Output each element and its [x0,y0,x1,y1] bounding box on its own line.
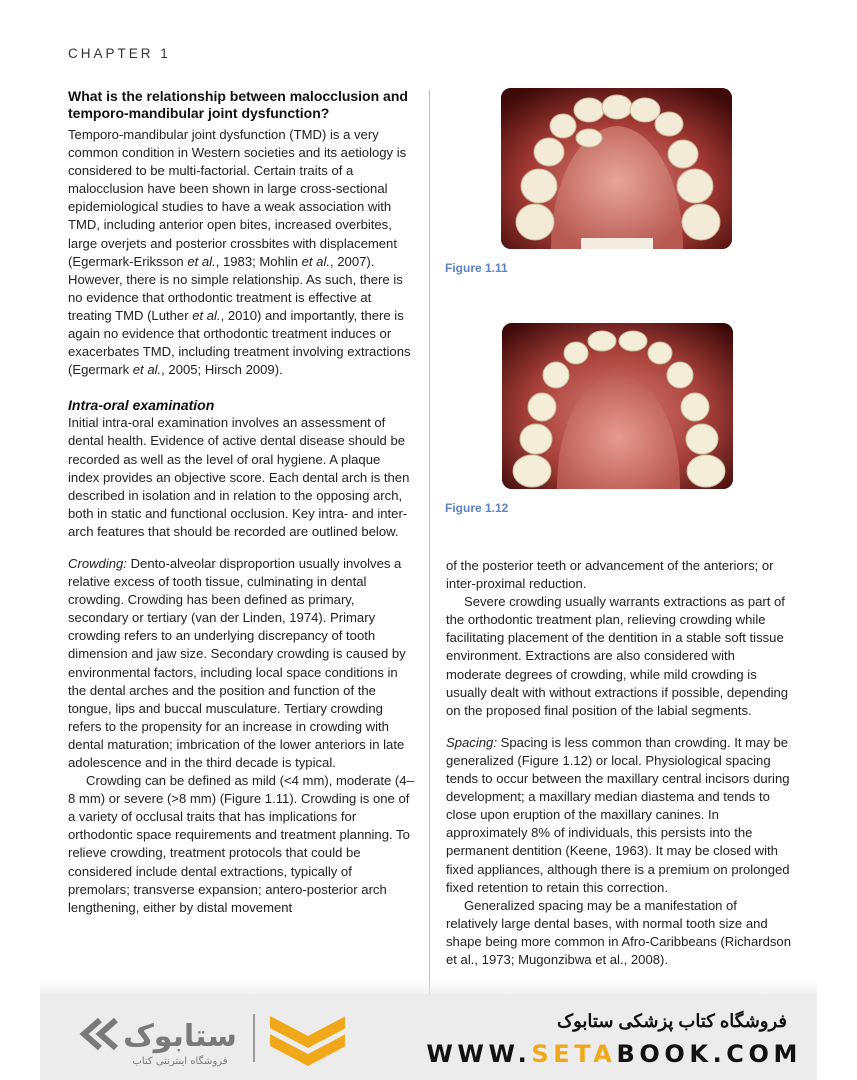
et-al-3: et al. [192,307,221,323]
tmd-text-2: , 1983; Mohlin [215,253,302,269]
logo-tagline: فروشگاه اینترنتی کتاب [132,1056,228,1067]
spacing-paragraph [446,734,792,897]
crowding-continued-paragraph: of the posterior teeth or advancement of the anteriors; or inter-proximal reduction. [446,558,774,592]
et-al-2: et al. [301,253,330,269]
spacing-label: Spacing: [446,734,497,750]
crowding-text: Dento-alveolar disproportion usually involves a relative excess of tooth tissue, culminating in dental crowding. Crowding has been defined as primary, secondary or tertiary (van der Linden, 1974). Primary crowding refers to an underlying discrepancy of tooth dimension and jaw size. Secondary crowding is caused by environmental factors, including local space conditions in the dental arches and the position and function of the tongue, lips and buccal musculature. Tertiary crowding refers to the propensity for an increase in crowding with dental maturation; imbrication of the lower anteriors in late adolescence and in the third decade is typical. [68,555,406,770]
section-heading-tmd: What is the relationship between malocclusion and temporo-mandibular joint dysfunction? [68,88,408,121]
chapter-header: CHAPTER 1 [68,46,171,61]
upper-arch-image [501,88,732,249]
tmd-text-1: Temporo-mandibular joint dysfunction (TMD) is a very common condition in Western societies and its aetiology is considered to be multi-factorial. Certain traits of a malocclusion have been shown in large cross-sectional epidemiological studies to have a weak association with TMD, including anterior open bites, increased overbites, large overjets and posterior crossbites with displacement (Egermark-Eriksson [68,127,407,269]
url-suffix: BOOK.COM [616,1040,802,1068]
right-column-text [446,557,792,969]
tmd-text-5: , 2005; Hirsch 2009). [161,362,283,378]
crowding-paragraph-2: Crowding can be defined as mild (<4 mm), moderate (4–8 mm) or severe (>8 mm) (Figure 1.11). Crowding is one of a variety of occlusal traits that has implications for orthodontic space requirements and treatment planning. To relieve crowding, treatment protocols that could be considered include dental extractions, typically of premolars; transverse expansion; antero-posterior arch lengthening, either by distal movement [68,773,414,915]
url-highlight: SETA [531,1040,617,1068]
crowding-paragraph [68,555,414,772]
crowding-label: Crowding: [68,555,127,571]
intra-oral-paragraph: Initial intra-oral examination involves an assessment of dental health. Evidence of active dental disease should be recorded as well as the level of oral hygiene. A plaque index provides an objective score. Each dental arch is then described in isolation and in relation to the opposing arch, both in static and functional occlusion. Key intra- and inter-arch features that should be recorded are outlined below. [68,415,410,539]
spacing-text: Spacing is less common than crowding. It may be generalized (Figure 1.12) or local. Physiological spacing tends to occur between the maxillary central incisors during development; a maxillary median diastema and tends to close upon eruption of the maxillary canines. In approximately 8% of individuals, this persists into the permanent dentition (Keene, 1963). It may be closed with fixed appliances, although there is a premium on prolonged fixed retention to retain this correction. [446,734,790,895]
figure-1-12-caption: Figure 1.12 [445,501,509,515]
spaced-arch-image [502,323,733,489]
generalized-spacing-paragraph: Generalized spacing may be a manifestation of relatively large dental bases, with normal tooth size and shape being more common in Afro-Caribbeans (Richardson et al., 1973; Mugonzibwa et al., 2008). [446,897,791,967]
url-prefix: WWW. [426,1040,532,1068]
setabook-logo [70,1006,345,1070]
logo-word: ستابوک [123,1019,237,1054]
figure-1-11-caption: Figure 1.11 [445,261,508,275]
double-chevron-icon [84,1020,116,1048]
left-column [68,88,414,917]
tmd-paragraph [68,126,414,379]
column-divider [429,90,430,995]
right-column-figures [445,88,790,515]
tmd-text-4: , 2010) and importantly, there is again no evidence that orthodontic treatment induces or exacerbates TMD, including treatment involving extractions (Egermark [68,307,411,378]
figure-1-11-photo [501,88,732,249]
setabook-banner [40,994,817,1080]
book-chevron-icon [270,1016,345,1066]
et-al-1: et al. [187,253,216,269]
shop-name: فروشگاه کتاب پزشکی ستابوک [557,1011,787,1031]
et-al-4: et al. [132,362,162,378]
shop-url[interactable] [426,1040,802,1068]
figure-1-12-photo [502,323,733,489]
section-heading-intra-oral: Intra-oral examination [68,397,215,414]
severe-crowding-paragraph: Severe crowding usually warrants extractions as part of the orthodontic treatment plan, relieving crowding while facilitating placement of the dentition in a stable soft tissue environment. Extractions are also considered with moderate degrees of crowding, while mild crowding is usually dealt with without extractions if possible, depending on the proposed final position of the labial segments. [446,594,789,718]
tmd-text-3: , 2007). However, there is no simple relationship. As such, there is no evidence that orthodontic treatment is effective at treating TMD (Luther [68,253,403,323]
